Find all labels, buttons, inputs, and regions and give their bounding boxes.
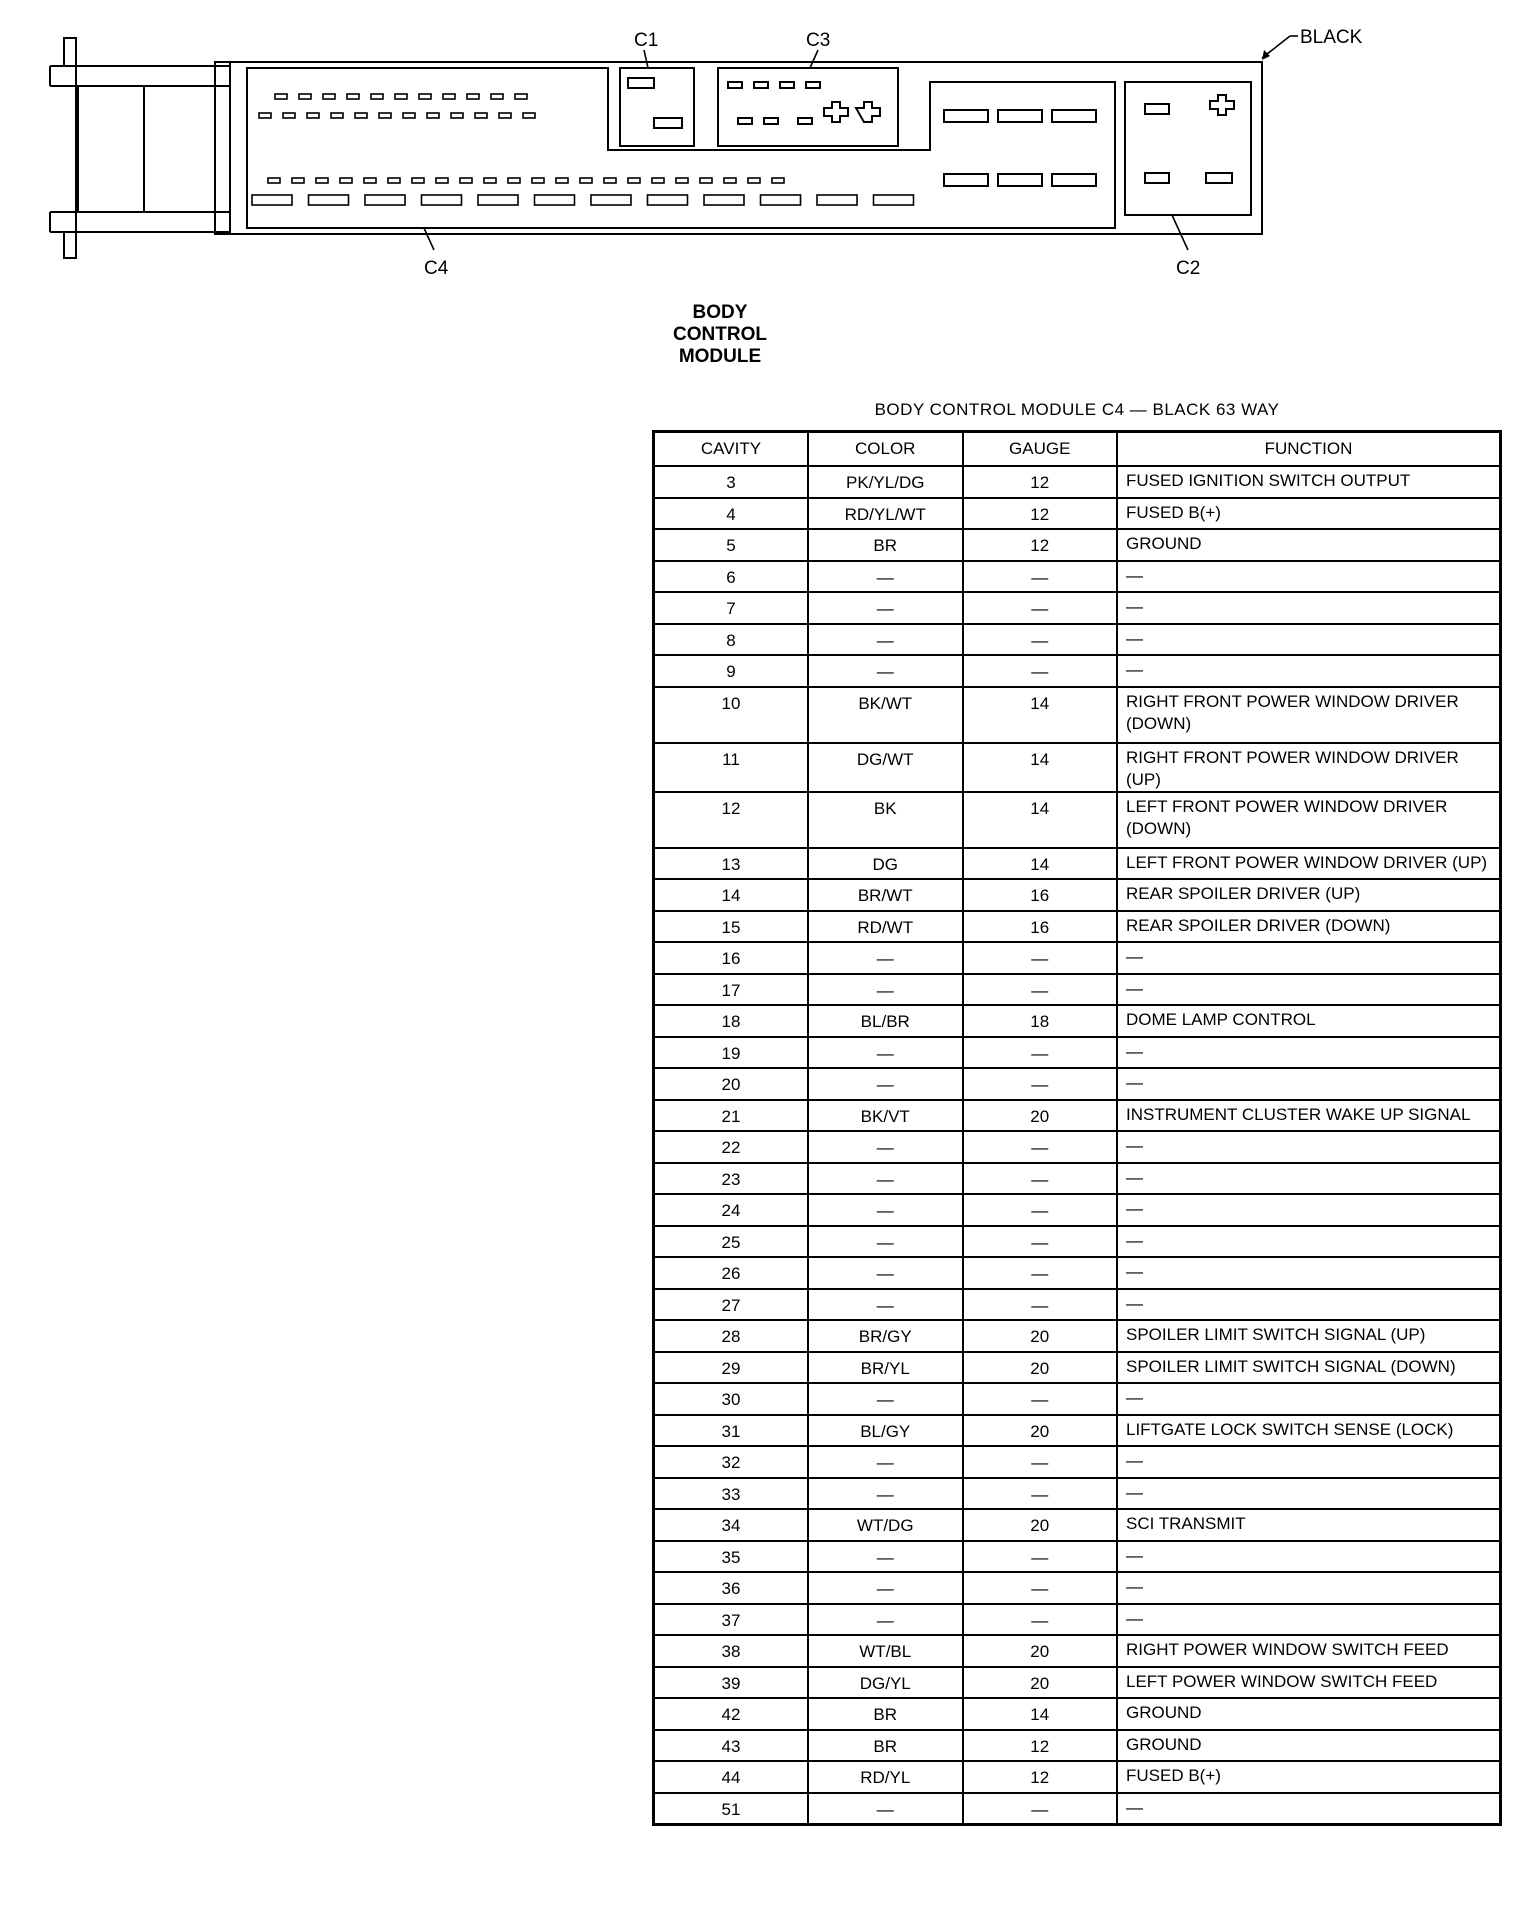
cell-gauge: — (963, 1446, 1117, 1478)
pin-slot (299, 94, 311, 99)
cell-cavity: 12 (654, 792, 808, 848)
caption-line: MODULE (678, 346, 762, 367)
cell-color: RD/WT (808, 911, 963, 943)
pin-slot (515, 94, 527, 99)
cell-function: REAR SPOILER DRIVER (UP) (1117, 879, 1501, 911)
cell-gauge: 12 (963, 498, 1117, 530)
pin-slot (580, 178, 592, 183)
cell-gauge: — (963, 1793, 1117, 1825)
cell-color: RD/YL (808, 1761, 963, 1793)
table-row (654, 1131, 1501, 1163)
table-row (654, 1478, 1501, 1510)
cell-cavity: 24 (654, 1194, 808, 1226)
pin-slot (508, 178, 520, 183)
cell-function: REAR SPOILER DRIVER (DOWN) (1117, 911, 1501, 943)
table-row (654, 1509, 1501, 1541)
pin-slot (292, 178, 304, 183)
cell-gauge: 14 (963, 687, 1117, 743)
pin-slot (371, 94, 383, 99)
cell-function: FUSED IGNITION SWITCH OUTPUT (1117, 466, 1501, 498)
cell-cavity: 9 (654, 655, 808, 687)
table-row (654, 624, 1501, 656)
cell-cavity: 36 (654, 1572, 808, 1604)
cell-cavity: 39 (654, 1667, 808, 1699)
table-row (654, 1446, 1501, 1478)
cell-gauge: 12 (963, 1761, 1117, 1793)
cell-function: LIFTGATE LOCK SWITCH SENSE (LOCK) (1117, 1415, 1501, 1447)
cell-cavity: 7 (654, 592, 808, 624)
cell-gauge: 12 (963, 466, 1117, 498)
cell-cavity: 38 (654, 1635, 808, 1667)
cell-color: BR/YL (808, 1352, 963, 1384)
pin-slot (275, 94, 287, 99)
pin-slot (316, 178, 328, 183)
table-row (654, 848, 1501, 880)
cell-gauge: 12 (963, 1730, 1117, 1762)
cell-gauge: — (963, 624, 1117, 656)
cell-cavity: 42 (654, 1698, 808, 1730)
cell-function: GROUND (1117, 1730, 1501, 1762)
cell-cavity: 35 (654, 1541, 808, 1573)
cell-gauge: — (963, 1478, 1117, 1510)
cell-function: SCI TRANSMIT (1117, 1509, 1501, 1541)
cell-gauge: — (963, 655, 1117, 687)
pin-slot (724, 178, 736, 183)
pin-slot (309, 195, 349, 205)
cell-cavity: 44 (654, 1761, 808, 1793)
table-row (654, 1415, 1501, 1447)
cell-color: — (808, 1163, 963, 1195)
cell-cavity: 16 (654, 942, 808, 974)
cell-gauge: 20 (963, 1100, 1117, 1132)
cell-color: — (808, 1289, 963, 1321)
cell-function: FUSED B(+) (1117, 1761, 1501, 1793)
cell-gauge: — (963, 1068, 1117, 1100)
cell-cavity: 23 (654, 1163, 808, 1195)
header-cavity: CAVITY (654, 432, 808, 467)
pin-slot (484, 178, 496, 183)
cell-function: — (1117, 1194, 1501, 1226)
cell-color: BR/WT (808, 879, 963, 911)
cell-cavity: 6 (654, 561, 808, 593)
cell-color: DG/YL (808, 1667, 963, 1699)
cell-function: — (1117, 1289, 1501, 1321)
cell-color: DG (808, 848, 963, 880)
cell-color: BR (808, 529, 963, 561)
cell-gauge: 14 (963, 848, 1117, 880)
cell-gauge: 14 (963, 1698, 1117, 1730)
cell-gauge: — (963, 1037, 1117, 1069)
cell-function: RIGHT FRONT POWER WINDOW DRIVER (DOWN) (1117, 687, 1501, 743)
cell-color: — (808, 1572, 963, 1604)
table-row (654, 529, 1501, 561)
connector-diagram (0, 0, 1536, 300)
pin-slot (419, 94, 431, 99)
cell-color: DG/WT (808, 743, 963, 792)
table-row (654, 1730, 1501, 1762)
cell-function: — (1117, 1572, 1501, 1604)
pin-slot (748, 178, 760, 183)
cell-function: — (1117, 592, 1501, 624)
cell-gauge: 20 (963, 1509, 1117, 1541)
pin-slot (467, 94, 479, 99)
cell-color: — (808, 1131, 963, 1163)
cell-gauge: 18 (963, 1005, 1117, 1037)
cell-function: RIGHT FRONT POWER WINDOW DRIVER (UP) (1117, 743, 1501, 792)
cell-color: BR/GY (808, 1320, 963, 1352)
cell-color: — (808, 1194, 963, 1226)
pin-slot (395, 94, 407, 99)
cell-cavity: 18 (654, 1005, 808, 1037)
pin-slot (523, 113, 535, 118)
cell-gauge: — (963, 1226, 1117, 1258)
table-row (654, 1289, 1501, 1321)
pin-slot (259, 113, 271, 118)
cell-gauge: — (963, 1131, 1117, 1163)
pin-slot (874, 195, 914, 205)
cell-color: BR (808, 1698, 963, 1730)
cell-gauge: 20 (963, 1352, 1117, 1384)
table-row (654, 879, 1501, 911)
caption-line: BODY (692, 302, 748, 323)
caption-line: CONTROL (673, 324, 767, 345)
cell-cavity: 11 (654, 743, 808, 792)
table-row (654, 1226, 1501, 1258)
cell-function: LEFT POWER WINDOW SWITCH FEED (1117, 1667, 1501, 1699)
cell-color: — (808, 592, 963, 624)
cell-cavity: 15 (654, 911, 808, 943)
cell-gauge: — (963, 942, 1117, 974)
table-row (654, 1667, 1501, 1699)
pin-slot (422, 195, 462, 205)
cell-function: DOME LAMP CONTROL (1117, 1005, 1501, 1037)
cell-cavity: 51 (654, 1793, 808, 1825)
pin-slot (307, 113, 319, 118)
cell-cavity: 30 (654, 1383, 808, 1415)
cell-function: — (1117, 1478, 1501, 1510)
table-row (654, 1793, 1501, 1825)
cell-color: WT/BL (808, 1635, 963, 1667)
table-row (654, 1604, 1501, 1636)
cell-function: RIGHT POWER WINDOW SWITCH FEED (1117, 1635, 1501, 1667)
table-row (654, 1352, 1501, 1384)
pin-slot (628, 178, 640, 183)
cell-gauge: — (963, 1289, 1117, 1321)
cell-cavity: 8 (654, 624, 808, 656)
cell-function: — (1117, 974, 1501, 1006)
cell-gauge: 14 (963, 792, 1117, 848)
table-row (654, 561, 1501, 593)
pin-slot (772, 178, 784, 183)
cell-function: — (1117, 1226, 1501, 1258)
table-row (654, 792, 1501, 848)
pin-slot (412, 178, 424, 183)
cell-cavity: 17 (654, 974, 808, 1006)
table-row (654, 1698, 1501, 1730)
cell-color: — (808, 561, 963, 593)
cell-color: — (808, 1446, 963, 1478)
pin-slot (556, 178, 568, 183)
cell-gauge: 20 (963, 1667, 1117, 1699)
cell-gauge: — (963, 1572, 1117, 1604)
cell-cavity: 10 (654, 687, 808, 743)
cell-function: — (1117, 655, 1501, 687)
cell-gauge: 16 (963, 879, 1117, 911)
label-c4: C4 (424, 258, 449, 279)
cell-function: — (1117, 1131, 1501, 1163)
pin-slot (331, 113, 343, 118)
label-c3: C3 (806, 30, 831, 51)
cell-color: — (808, 1604, 963, 1636)
cell-gauge: — (963, 1541, 1117, 1573)
cell-gauge: — (963, 1257, 1117, 1289)
cell-cavity: 32 (654, 1446, 808, 1478)
cell-color: — (808, 1037, 963, 1069)
cell-function: — (1117, 1383, 1501, 1415)
cell-function: — (1117, 1793, 1501, 1825)
cell-cavity: 27 (654, 1289, 808, 1321)
cell-color: WT/DG (808, 1509, 963, 1541)
label-c2: C2 (1176, 258, 1201, 279)
cell-color: PK/YL/DG (808, 466, 963, 498)
cell-cavity: 34 (654, 1509, 808, 1541)
cell-color: BK (808, 792, 963, 848)
cell-function: GROUND (1117, 1698, 1501, 1730)
cell-function: SPOILER LIMIT SWITCH SIGNAL (DOWN) (1117, 1352, 1501, 1384)
pin-slot (460, 178, 472, 183)
cell-cavity: 13 (654, 848, 808, 880)
pin-slot (436, 178, 448, 183)
cell-color: — (808, 1383, 963, 1415)
pin-slot (700, 178, 712, 183)
cell-cavity: 19 (654, 1037, 808, 1069)
table-title: BODY CONTROL MODULE C4 — BLACK 63 WAY (874, 400, 1280, 419)
cell-color: — (808, 624, 963, 656)
cell-cavity: 21 (654, 1100, 808, 1132)
pinout-table (652, 430, 1502, 1826)
table-row (654, 1383, 1501, 1415)
cell-cavity: 43 (654, 1730, 808, 1762)
table-header-row (654, 432, 1501, 467)
header-gauge: GAUGE (963, 432, 1117, 467)
cell-cavity: 33 (654, 1478, 808, 1510)
cell-function: — (1117, 942, 1501, 974)
cell-gauge: — (963, 1163, 1117, 1195)
cell-gauge: — (963, 974, 1117, 1006)
cell-color: — (808, 1226, 963, 1258)
cell-gauge: 20 (963, 1415, 1117, 1447)
pin-slot (340, 178, 352, 183)
label-black: BLACK (1300, 27, 1363, 48)
cell-function: — (1117, 1604, 1501, 1636)
cell-function: LEFT FRONT POWER WINDOW DRIVER (DOWN) (1117, 792, 1501, 848)
cell-gauge: — (963, 561, 1117, 593)
table-row (654, 1635, 1501, 1667)
cell-gauge: 12 (963, 529, 1117, 561)
cell-function: FUSED B(+) (1117, 498, 1501, 530)
cell-cavity: 29 (654, 1352, 808, 1384)
pin-slot (365, 195, 405, 205)
cell-function: INSTRUMENT CLUSTER WAKE UP SIGNAL (1117, 1100, 1501, 1132)
cell-cavity: 37 (654, 1604, 808, 1636)
pin-slot (535, 195, 575, 205)
cell-cavity: 3 (654, 466, 808, 498)
table-row (654, 1005, 1501, 1037)
pin-slot (676, 178, 688, 183)
pin-slot (704, 195, 744, 205)
table-row (654, 1163, 1501, 1195)
cell-gauge: — (963, 1383, 1117, 1415)
pin-slot (475, 113, 487, 118)
pin-slot (451, 113, 463, 118)
table-row (654, 655, 1501, 687)
pin-slot (761, 195, 801, 205)
module-caption (630, 302, 810, 368)
pin-slot (499, 113, 511, 118)
label-c1: C1 (634, 30, 659, 51)
cell-color: — (808, 974, 963, 1006)
cell-color: BK/WT (808, 687, 963, 743)
pin-slot (355, 113, 367, 118)
table-row (654, 498, 1501, 530)
cell-function: — (1117, 561, 1501, 593)
cell-gauge: 20 (963, 1320, 1117, 1352)
table-row (654, 942, 1501, 974)
cell-color: BK/VT (808, 1100, 963, 1132)
table-row (654, 1572, 1501, 1604)
table-row (654, 1257, 1501, 1289)
cell-gauge: — (963, 592, 1117, 624)
cell-color: — (808, 1068, 963, 1100)
pin-slot (283, 113, 295, 118)
table-row (654, 592, 1501, 624)
pin-slot (364, 178, 376, 183)
pin-slot (388, 178, 400, 183)
table-row (654, 1761, 1501, 1793)
table-row (654, 743, 1501, 792)
cell-cavity: 20 (654, 1068, 808, 1100)
table-row (654, 1068, 1501, 1100)
cell-function: LEFT FRONT POWER WINDOW DRIVER (UP) (1117, 848, 1501, 880)
cell-color: — (808, 1257, 963, 1289)
cell-gauge: 16 (963, 911, 1117, 943)
pin-slot (817, 195, 857, 205)
pin-slot (323, 94, 335, 99)
cell-function: GROUND (1117, 529, 1501, 561)
cell-function: — (1117, 1037, 1501, 1069)
cell-function: — (1117, 1068, 1501, 1100)
table-row (654, 1320, 1501, 1352)
table-row (654, 1037, 1501, 1069)
header-function: FUNCTION (1117, 432, 1501, 467)
cell-cavity: 28 (654, 1320, 808, 1352)
cell-cavity: 5 (654, 529, 808, 561)
cell-color: — (808, 655, 963, 687)
cell-cavity: 26 (654, 1257, 808, 1289)
cell-gauge: — (963, 1604, 1117, 1636)
table-row (654, 1541, 1501, 1573)
pin-slot (591, 195, 631, 205)
cell-color: BL/BR (808, 1005, 963, 1037)
cell-color: RD/YL/WT (808, 498, 963, 530)
cell-cavity: 31 (654, 1415, 808, 1447)
cell-cavity: 4 (654, 498, 808, 530)
pin-slot (403, 113, 415, 118)
cell-color: BR (808, 1730, 963, 1762)
cell-cavity: 14 (654, 879, 808, 911)
pin-slot (478, 195, 518, 205)
cell-function: — (1117, 1446, 1501, 1478)
cell-function: — (1117, 1163, 1501, 1195)
cell-gauge: — (963, 1194, 1117, 1226)
table-row (654, 466, 1501, 498)
cell-color: BL/GY (808, 1415, 963, 1447)
pin-slot (347, 94, 359, 99)
pin-slot (532, 178, 544, 183)
cell-cavity: 22 (654, 1131, 808, 1163)
pin-slot (604, 178, 616, 183)
cell-color: — (808, 1793, 963, 1825)
cell-gauge: 14 (963, 743, 1117, 792)
cell-function: — (1117, 624, 1501, 656)
pin-slot (491, 94, 503, 99)
table-row (654, 974, 1501, 1006)
cell-function: SPOILER LIMIT SWITCH SIGNAL (UP) (1117, 1320, 1501, 1352)
pin-slot (648, 195, 688, 205)
cell-color: — (808, 1478, 963, 1510)
cell-cavity: 25 (654, 1226, 808, 1258)
table-row (654, 1100, 1501, 1132)
cell-gauge: 20 (963, 1635, 1117, 1667)
pin-slot (379, 113, 391, 118)
cell-color: — (808, 942, 963, 974)
pin-slot (268, 178, 280, 183)
pin-slot (652, 178, 664, 183)
pin-slot (427, 113, 439, 118)
table-row (654, 687, 1501, 743)
header-color: COLOR (808, 432, 963, 467)
cell-function: — (1117, 1541, 1501, 1573)
table-row (654, 1194, 1501, 1226)
table-row (654, 911, 1501, 943)
pin-slot (252, 195, 292, 205)
cell-color: — (808, 1541, 963, 1573)
pin-slot (443, 94, 455, 99)
cell-function: — (1117, 1257, 1501, 1289)
